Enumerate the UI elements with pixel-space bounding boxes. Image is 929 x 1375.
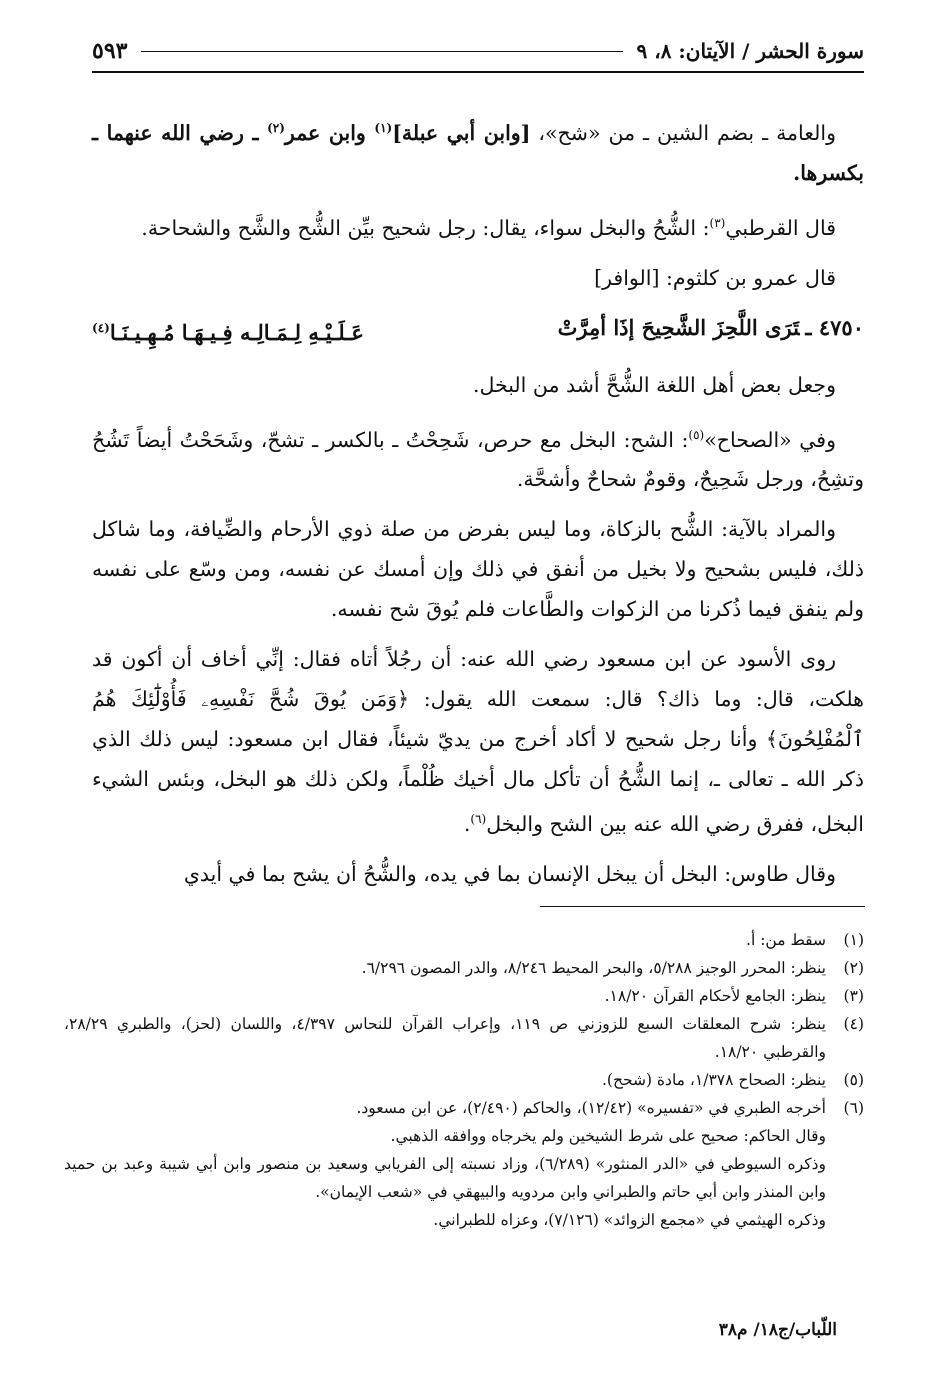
footnotes: [64, 926, 864, 1234]
footnote-number: (٤): [843, 1015, 864, 1033]
text-run: وابن عمر: [284, 120, 375, 145]
footnote: [64, 982, 864, 1010]
footnote-number: (٢): [843, 959, 864, 977]
footnote-number: (٦): [843, 1099, 864, 1117]
verse-first-hemistich: [558, 308, 864, 353]
paragraph-8: وقال طاوس: البخل أن يبخل الإنسان بما في يده، والشُّحُ أن يشح بما في أيدي: [183, 862, 836, 887]
footnote: [64, 1010, 864, 1066]
text-run: قال القرطبي: [725, 215, 836, 240]
text-run: عَـلَـيْـهِ لِـمَـالِـه فِـيـهَـا مُـهِـيـنَـا: [109, 319, 364, 345]
paragraph-7: [92, 639, 864, 844]
page-footer: اللّباب/ج١٨/ م٣٨: [718, 1320, 837, 1340]
footnote: [64, 926, 864, 954]
verse-number: ٤٧٥٠ ـ: [805, 314, 864, 340]
paragraph-3: قال عمرو بن كلثوم: [الوافر]: [594, 265, 836, 290]
verse-second-hemistich: [92, 308, 364, 353]
text-run: .: [463, 812, 471, 837]
footnote-text: سقط من: أ.: [746, 931, 826, 949]
footnote-ref: (٢): [267, 121, 285, 135]
footnote-ref: (١): [374, 121, 393, 135]
footnote: [64, 1066, 864, 1094]
text-run: : الشح: البخل مع حرص، شَحِحْتُ ـ بالكسر ـ تشحّ، وشَحَحْتُ أيضاً تَشُحُ وتشِحُ، ورجل شَحِيحٌ، وقومٌ شحاحٌ وأشحَّة.: [92, 427, 864, 492]
header-divider: [92, 71, 864, 73]
poetry-verse: [92, 308, 864, 353]
paragraph-4: وجعل بعض أهل اللغة الشُّحَّ أشد من البخل.: [472, 372, 836, 397]
footnote: [64, 954, 864, 982]
footnote-text: ينظر: المحرر الوجيز ٥/٢٨٨، والبحر المحيط ٨/٢٤٦، والدر المصون ٦/٢٩٦.: [361, 959, 826, 977]
footnote-ref: (٥): [688, 427, 705, 442]
footnote-number: (٥): [843, 1071, 864, 1089]
text-run: ـ رضي الله عنهما ـ بكسرها.: [92, 120, 864, 185]
text-run: روى الأسود عن ابن مسعود رضي الله عنه: أن رجُلاً أتاه فقال: إنِّي أخاف أن أكون قد هلكت، قال: وما ذاك؟ قال: سمعت الله يقول: ﴿وَمَن يُوقَ شُحَّ نَفْسِهِۦ فَأُوْلَٰٓئِكَ هُمُ ٱلْمُفْلِحُونَ﴾ وأنا رجل شحيح لا أكاد أخرج من يديّ شيئاً، فقال ابن مسعود: ليس ذلك الذي ذكر الله ـ تعالى ـ، إنما الشُّحُ أن تأكل مال أخيك ظُلْماً، ولكن ذلك هو البخل، وبئس الشيء البخل، ففرق رضي الله عنه بين الشح والبخل: [92, 647, 864, 837]
footnote-number: (١): [843, 931, 864, 949]
footnote-continuation: وذكره الهيثمي في «مجمع الزوائد» (٧/١٢٦)، وعزاه للطبراني.: [433, 1211, 826, 1229]
footnote-continuation: وذكره السيوطي في «الدر المنثور» (٦/٢٨٩)، وزاد نسبته إلى الفريابي وسعيد بن منصور وابن أبي شيبة وعبد بن حميد وابن المنذر وابن أبي حاتم والطبراني وابن مردويه والبيهقي في «شعب الإيمان».: [64, 1155, 826, 1201]
footnote: [64, 1094, 864, 1122]
paragraph-6: والمراد بالآية: الشُّح بالزكاة، وما ليس بفرض من صلة ذوي الأرحام والضِّيافة، وما شاكل ذلك، فليس بشحيح ولا بخيل من أنفق في ذلك وإن أمسك عن نفسه، ومن وسّع على نفسه ولم ينفق فيما ذُكرنا من الزكوات والطَّاعات فلم يُوقَ شح نفسه.: [92, 517, 864, 622]
paragraph-1: [92, 108, 864, 193]
footnote-ref: (٦): [470, 812, 487, 827]
footnote-continuation: وقال الحاكم: صحيح على شرط الشيخين ولم يخرجاه ووافقه الذهبي.: [390, 1127, 826, 1145]
paragraph-5: [92, 415, 864, 500]
main-text: [92, 108, 864, 904]
running-title: سورة الحشر / الآيتان: ٨، ٩: [636, 39, 864, 63]
footnote-text: أخرجه الطبري في «تفسيره» (١٢/٤٢)، والحاكم (٢/٤٩٠)، عن ابن مسعود.: [356, 1099, 826, 1117]
footnote-text: ينظر: الجامع لأحكام القرآن ١٨/٢٠.: [604, 987, 826, 1005]
paragraph-2: [92, 203, 864, 248]
text-run: تَرَى اللَّحِزَ الشَّحِيحَ إذَا أمِرَّتْ: [557, 314, 800, 340]
footnote-divider: [540, 906, 865, 907]
text-run: [وابن أبي عبلة]: [392, 120, 531, 145]
footnote-number: (٣): [843, 987, 864, 1005]
footnote-text: ينظر: الصحاح ١/٣٧٨، مادة (شحح).: [601, 1071, 826, 1089]
text-run: والعامة ـ بضم الشين ـ من «شح»،: [530, 120, 837, 145]
footnote-ref: (٤): [92, 320, 110, 335]
page-header: [92, 34, 864, 68]
header-rule: [141, 51, 622, 52]
page-number: ٥٩٣: [92, 38, 128, 64]
footnote-ref: (٣): [709, 215, 726, 230]
text-run: : الشُّحُ والبخل سواء، يقال: رجل شحيح بيِّن الشُّح والشَّح والشحاحة.: [141, 215, 710, 240]
text-run: وفي «الصحاح»: [704, 427, 836, 452]
footnote-text: ينظر: شرح المعلقات السبع للزوزني ص ١١٩، وإعراب القرآن للنحاس ٤/٣٩٧، واللسان (لحز)، والطبري ٢٨/٢٩، والقرطبي ١٨/٢٠.: [64, 1015, 826, 1061]
